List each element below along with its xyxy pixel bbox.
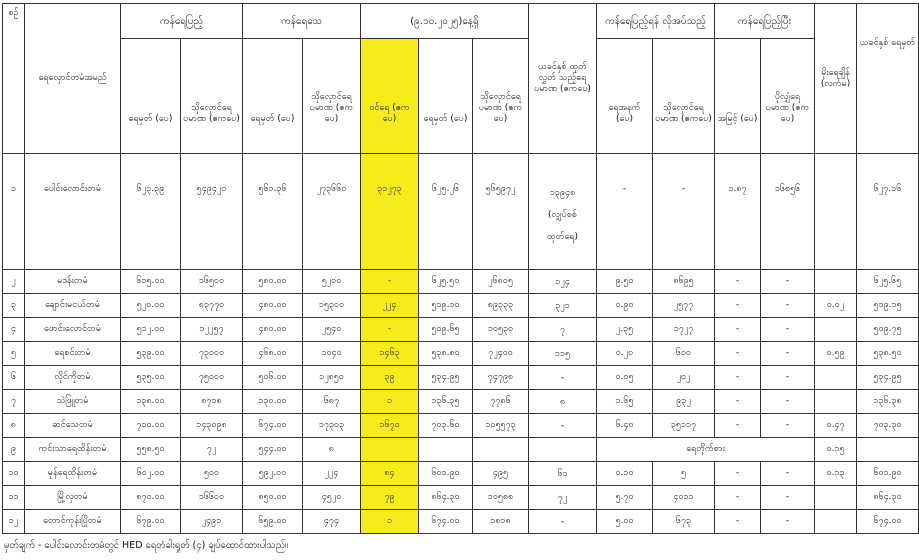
cell-last-release <box>529 318 597 342</box>
header-prev-level: ယခင်နှစ် ရေမှတ် <box>857 4 919 154</box>
cell-prev-level: ၁၃၆.၃၈ <box>857 390 919 414</box>
header-over: အမြင့် (ပေ) <box>715 39 761 154</box>
header-spill: ကန်ရေပြည့်ပြီး <box>715 4 815 39</box>
cell-overflow: - <box>761 318 815 342</box>
cell-last-release <box>529 366 597 390</box>
header-overflow: ပိုလျှံရေ ပမာဏ (ဧကပေ) <box>761 39 815 154</box>
cell-prev-level <box>857 438 919 462</box>
cell-dam-name: မုန်ရေထိန်းတမံ <box>25 462 121 486</box>
cell-dam-name: တောင်ကုန်းပြိုတမံ <box>25 510 121 534</box>
cell-sn: ၁၂ <box>3 510 25 534</box>
header-full-level: ကန်ရေပြည့် <box>121 4 243 39</box>
cell-dead-level: ၈၅၀.၀၀ <box>243 486 303 510</box>
cell-today-volume: ၁၀၅၈၈ <box>473 486 529 510</box>
cell-depth: ၆.၄၀ <box>597 414 653 438</box>
cell-overflow: - <box>761 462 815 486</box>
cell-last-release <box>529 294 597 318</box>
header-level: ရေမှတ် (ပေ) <box>419 39 473 154</box>
cell-full-level: ၆၁၅.၀၀ <box>121 270 181 294</box>
cell-rainfall <box>815 510 857 534</box>
cell-rainfall <box>815 366 857 390</box>
cell-today-level: ၅၁၉.၁၀ <box>419 294 473 318</box>
cell-depth: ၅.၀၀ <box>597 510 653 534</box>
table-row <box>3 486 919 510</box>
cell-dead-volume: ၂၇၃၆၆၀ <box>303 154 361 270</box>
cell-depth: ၀.၀၅ <box>597 366 653 390</box>
cell-today-volume <box>473 438 529 462</box>
cell-inflow: ၁ <box>361 390 419 414</box>
header-last-year-release: ယခင်နှစ် ထုတ်လွှတ် သည့်ရေပမာဏ (ဧကပေ) <box>529 4 597 154</box>
cell-need-volume: - <box>653 154 715 270</box>
cell-overflow: - <box>761 366 815 390</box>
cell-sn: ၂ <box>3 270 25 294</box>
cell-depth: - <box>597 154 653 270</box>
cell-dead-level: ၆၅၉.၀၀ <box>243 510 303 534</box>
cell-overflow: ၁၆၈၅၆ <box>761 154 815 270</box>
cell-depth: ၂.၃၅ <box>597 318 653 342</box>
cell-prev-level: ၆၇၄.၀၀ <box>857 510 919 534</box>
cell-need-volume: ၉၃၂ <box>653 390 715 414</box>
cell-full-level: ၅၁၂.၀၀ <box>121 318 181 342</box>
dam-water-table <box>2 3 919 534</box>
header-sn: စဉ် <box>3 4 25 154</box>
cell-dam-name: မဒန်းတမံ <box>25 270 121 294</box>
table-row <box>3 366 919 390</box>
table-row <box>3 318 919 342</box>
cell-dead-level: ၅၈၀.၀၀ <box>243 270 303 294</box>
header-spare-capacity: ကန်ရေပြည့်ရန် လိုအပ်သည့် <box>597 4 715 39</box>
cell-last-release <box>529 486 597 510</box>
header-rainfall: မိုးရေချိန် (လက်မ) <box>815 4 857 154</box>
cell-full-volume: ၁၆၅၀၀ <box>181 270 243 294</box>
cell-overflow: - <box>761 270 815 294</box>
cell-prev-level: ၆၂၇.၁၆ <box>857 154 919 270</box>
cell-full-volume: ၇၂ <box>181 438 243 462</box>
cell-dam-name: ချောင်းမငယ်တမံ <box>25 294 121 318</box>
cell-rainfall <box>815 390 857 414</box>
header-depth: ရေအနက် (ပေ) <box>597 39 653 154</box>
cell-dead-level: ၄၈၀.၀၀ <box>243 294 303 318</box>
cell-rainfall: ၀.၄၇ <box>815 414 857 438</box>
cell-dead-level: ၅၀၆.၀၀ <box>243 366 303 390</box>
cell-today-level: ၈၆၄.၃၀ <box>419 486 473 510</box>
cell-over: - <box>715 318 761 342</box>
cell-dam-name: ရေစင်းတမံ <box>25 342 121 366</box>
cell-dead-level: ၄၆၈.၀၀ <box>243 342 303 366</box>
cell-today-level: ၇၀၃.၆၀ <box>419 414 473 438</box>
cell-today-volume: ၇၇၈၆ <box>473 390 529 414</box>
cell-dead-volume: ၁၇၃၀၃ <box>303 414 361 438</box>
cell-overflow: - <box>761 390 815 414</box>
cell-dam-name: ဆင်သေတမံ <box>25 414 121 438</box>
cell-dead-volume: ၁၀၄၀ <box>303 342 361 366</box>
cell-inflow: ၃၉ <box>361 366 419 390</box>
cell-over: - <box>715 486 761 510</box>
cell-last-release <box>529 462 597 486</box>
last-release-line: - <box>560 420 565 431</box>
cell-inflow: ၁၆၇၀ <box>361 414 419 438</box>
cell-full-level: ၆၀၂.၀၀ <box>121 462 181 486</box>
table-row <box>3 462 919 486</box>
cell-full-volume: ၇၃၀၀၀ <box>181 342 243 366</box>
header-today: (၉.၁၀.၂၀၂၅)နေ့ရှိ <box>361 4 529 39</box>
header-level: ရေမှတ် (ပေ) <box>243 39 303 154</box>
cell-prev-level: ၇၀၃.၃၀ <box>857 414 919 438</box>
cell-dam-name: မြို့လှတမံ <box>25 486 121 510</box>
cell-rainfall: ၀.၀၂ <box>815 294 857 318</box>
cell-rainfall <box>815 154 857 270</box>
cell-today-level: ၁၃၆.၃၅ <box>419 390 473 414</box>
cell-depth: ၀.၁၀ <box>597 462 653 486</box>
cell-rainfall <box>815 486 857 510</box>
cell-full-volume: ၈၇၁၈ <box>181 390 243 414</box>
cell-full-volume: ၁၆၆၀၀ <box>181 486 243 510</box>
cell-need-volume: ၈၆၉၅ <box>653 270 715 294</box>
cell-overflow: - <box>761 486 815 510</box>
cell-inflow: ၁၄၆၃ <box>361 342 419 366</box>
cell-sn: ၆ <box>3 366 25 390</box>
cell-prev-level: ၅၃၈.၅၀ <box>857 342 919 366</box>
cell-dead-level: ၅၄၄.၀၀ <box>243 438 303 462</box>
cell-today-volume: ၇၂၄၀၀ <box>473 342 529 366</box>
cell-need-volume: ၃၅၁၁၇ <box>653 414 715 438</box>
cell-full-level: ၅၂၀.၀၀ <box>121 294 181 318</box>
cell-rainfall <box>815 270 857 294</box>
cell-overflow: - <box>761 510 815 534</box>
cell-prev-level: ၅၁၉.၁၅ <box>857 294 919 318</box>
cell-inflow: ၃၁၂၇၃ <box>361 154 419 270</box>
cell-prev-level: ၆၂၅.၆၅ <box>857 270 919 294</box>
cell-full-level: ၅၃၅.၀၀ <box>121 366 181 390</box>
cell-full-level: ၈၇၀.၀၀ <box>121 486 181 510</box>
table-row <box>3 414 919 438</box>
last-release-line: ၃၂၁ <box>555 300 570 311</box>
cell-merged-note: ရေတိုက်စား <box>597 438 815 462</box>
cell-dead-level: ၄၈၀.၀၀ <box>243 318 303 342</box>
cell-dead-volume: ၄၅၂၀ <box>303 486 361 510</box>
cell-prev-level: ၆၀၁.၉၀ <box>857 462 919 486</box>
cell-inflow: ၁ <box>361 510 419 534</box>
cell-today-level <box>419 438 473 462</box>
cell-overflow: - <box>761 294 815 318</box>
cell-over: - <box>715 270 761 294</box>
table-row <box>3 294 919 318</box>
header-volume: သိုလှောင်ရေ ပမာဏ (ဧကပေ) <box>653 39 715 154</box>
cell-today-volume: ၈၉၃၃၃ <box>473 294 529 318</box>
cell-sn: ၁၁ <box>3 486 25 510</box>
cell-sn: ၅ <box>3 342 25 366</box>
cell-today-volume: ၁၀၅၅၇၃ <box>473 414 529 438</box>
cell-today-level: ၆၇၄.၀၀ <box>419 510 473 534</box>
cell-dam-name: လိုင်ကိုတမံ <box>25 366 121 390</box>
last-release-line: ၁၁၅ <box>554 348 571 359</box>
cell-sn: ၉ <box>3 438 25 462</box>
header-dead-level: ကန်ရေသေ <box>243 4 361 39</box>
cell-need-volume: ၆၀၀ <box>653 342 715 366</box>
cell-rainfall: ၀.၅၉ <box>815 342 857 366</box>
cell-over: - <box>715 342 761 366</box>
cell-dam-name: ကင်းသာရေထိန်းတမံ <box>25 438 121 462</box>
cell-today-level: ၅၃၈.၈၀ <box>419 342 473 366</box>
cell-sn: ၇ <box>3 390 25 414</box>
cell-dam-name: ဖောင်းလောင်တမံ <box>25 318 121 342</box>
cell-over: - <box>715 510 761 534</box>
cell-depth: ၉.၅၀ <box>597 270 653 294</box>
cell-overflow: - <box>761 342 815 366</box>
cell-inflow <box>361 438 419 462</box>
last-release-line: - <box>560 372 565 383</box>
cell-full-volume: ၁၄၃၀၉၈ <box>181 414 243 438</box>
cell-need-volume: ၅ <box>653 462 715 486</box>
last-release-line: ၁၃၉၄၈ <box>549 188 576 198</box>
cell-today-level: ၅၀၉.၆၅ <box>419 318 473 342</box>
cell-full-level: ၁၃၈.၀၀ <box>121 390 181 414</box>
last-release-line: ၁၂၄ <box>555 276 570 287</box>
last-release-line: - <box>560 516 565 527</box>
cell-last-release <box>529 154 597 270</box>
header-volume: သိုလှောင်ရေ ပမာဏ (ဧကပေ) <box>473 39 529 154</box>
cell-need-volume: ၂၀၂ <box>653 366 715 390</box>
cell-prev-level: ၈၆၄.၃၀ <box>857 486 919 510</box>
cell-last-release <box>529 390 597 414</box>
cell-need-volume: ၁၇၂၇ <box>653 318 715 342</box>
table-row <box>3 390 919 414</box>
cell-sn: ၄ <box>3 318 25 342</box>
cell-inflow: ၂၂၄ <box>361 294 419 318</box>
cell-need-volume: ၆၇၃ <box>653 510 715 534</box>
header-inflow: ဝင်ရေ (ဧကပေ) <box>361 39 419 154</box>
header-volume: သိုလှောင်ရေ ပမာဏ (ဧကပေ) <box>181 39 243 154</box>
cell-full-volume: ၇၅၀၀၀ <box>181 366 243 390</box>
table-row <box>3 270 919 294</box>
cell-today-volume: ၇၄၇၉၈ <box>473 366 529 390</box>
cell-dead-volume: ၄၇၄ <box>303 510 361 534</box>
cell-last-release <box>529 270 597 294</box>
last-release-line: ၇ <box>559 324 566 335</box>
cell-full-volume: ၅၄၉၄၂၀ <box>181 154 243 270</box>
cell-today-volume: ၂၆၈၀၅ <box>473 270 529 294</box>
cell-full-level: ၇၁၀.၀၀ <box>121 414 181 438</box>
cell-dead-volume: ၂၅၄၀ <box>303 318 361 342</box>
cell-dead-level: ၅၆၁.၃၆ <box>243 154 303 270</box>
cell-inflow: ၇၉ <box>361 486 419 510</box>
cell-rainfall: ၀.၁၃ <box>815 462 857 486</box>
cell-depth: ၅.၇၀ <box>597 486 653 510</box>
cell-dead-volume: ၈ <box>303 438 361 462</box>
table-row <box>3 510 919 534</box>
last-release-line: (လျှပ်စစ် <box>548 210 577 220</box>
cell-dead-volume: ၆၈၇ <box>303 390 361 414</box>
cell-today-level: ၆၂၅.၅၀ <box>419 270 473 294</box>
cell-dead-level: ၆၇၄.၀၀ <box>243 414 303 438</box>
cell-sn: ၁ <box>3 154 25 270</box>
cell-prev-level: ၅၀၉.၇၅ <box>857 318 919 342</box>
table-body <box>3 154 919 534</box>
cell-dead-volume: ၁၂၈၅၀ <box>303 366 361 390</box>
cell-sn: ၈ <box>3 414 25 438</box>
cell-over: ၁.၈၇ <box>715 154 761 270</box>
cell-full-level: ၆၂၃.၃၉ <box>121 154 181 270</box>
cell-depth: ၀.၂၀ <box>597 342 653 366</box>
cell-today-volume: ၁၀၅၃၀ <box>473 318 529 342</box>
cell-over: - <box>715 462 761 486</box>
cell-dead-level: ၁၃၀.၀၀ <box>243 390 303 414</box>
cell-last-release <box>529 438 597 462</box>
header-volume: သိုလှောင်ရေ ပမာဏ (ဧကပေ) <box>303 39 361 154</box>
cell-dead-volume: ၂၂၄ <box>303 462 361 486</box>
cell-over: - <box>715 294 761 318</box>
header-dam-name: ရေလှောင်တမံအမည် <box>25 4 121 154</box>
cell-need-volume: ၂၅၇၇ <box>653 294 715 318</box>
cell-today-volume: ၅၆၅၉၇၂ <box>473 154 529 270</box>
cell-dam-name: ပေါင်းလောင်းတမံ <box>25 154 121 270</box>
cell-rainfall: ၀.၁၅ <box>815 438 857 462</box>
cell-full-volume: ၅၀၀ <box>181 462 243 486</box>
last-release-line: ထုတ်ရေ) <box>547 232 579 242</box>
last-release-line: ၇၂ <box>557 492 568 503</box>
cell-dead-volume: ၁၅၃၀၀ <box>303 294 361 318</box>
cell-dead-level: ၅၉၂.၀၀ <box>243 462 303 486</box>
cell-inflow: - <box>361 318 419 342</box>
cell-need-volume: ၄၀၁၁ <box>653 486 715 510</box>
cell-rainfall <box>815 318 857 342</box>
cell-today-level: ၅၃၄.၉၅ <box>419 366 473 390</box>
footer-note: မှတ်ချက် - ပေါင်းလောင်းတမံတွင် HED ရေတံခါးရှုတ် (၄) ချပ်ထောင်ထားပါသည်။ <box>4 540 288 551</box>
cell-today-volume: ၁၈၁၈ <box>473 510 529 534</box>
cell-prev-level: ၅၃၄.၉၅ <box>857 366 919 390</box>
table-row <box>3 154 919 270</box>
cell-full-volume: ၈၃၇၇၀ <box>181 294 243 318</box>
cell-over: - <box>715 366 761 390</box>
cell-dam-name: သဲဖြူတမံ <box>25 390 121 414</box>
last-release-line: ၈ <box>559 396 566 407</box>
cell-inflow: - <box>361 270 419 294</box>
cell-sn: ၃ <box>3 294 25 318</box>
cell-depth: ၁.၆၅ <box>597 390 653 414</box>
cell-over: - <box>715 414 761 438</box>
cell-inflow: ၈၄ <box>361 462 419 486</box>
table-row <box>3 342 919 366</box>
cell-depth: ၀.၉၀ <box>597 294 653 318</box>
cell-overflow: - <box>761 414 815 438</box>
cell-today-volume: ၄၉၅ <box>473 462 529 486</box>
cell-last-release <box>529 414 597 438</box>
cell-full-level: ၆၇၉.၀၀ <box>121 510 181 534</box>
cell-full-level: ၅၅၈.၅၀ <box>121 438 181 462</box>
cell-today-level: ၆၂၅.၂၆ <box>419 154 473 270</box>
cell-sn: ၁၀ <box>3 462 25 486</box>
cell-full-volume: ၂၄၉၁ <box>181 510 243 534</box>
cell-dead-volume: ၅၂၀၀ <box>303 270 361 294</box>
cell-today-level: ၆၀၁.၉၀ <box>419 462 473 486</box>
header-level: ရေမှတ် (ပေ) <box>121 39 181 154</box>
cell-last-release <box>529 342 597 366</box>
last-release-line: ၆၁ <box>557 468 568 479</box>
cell-over: - <box>715 390 761 414</box>
cell-last-release <box>529 510 597 534</box>
table-row <box>3 438 919 462</box>
cell-full-level: ၅၃၉.၀၀ <box>121 342 181 366</box>
cell-full-volume: ၁၂၂၅၇ <box>181 318 243 342</box>
